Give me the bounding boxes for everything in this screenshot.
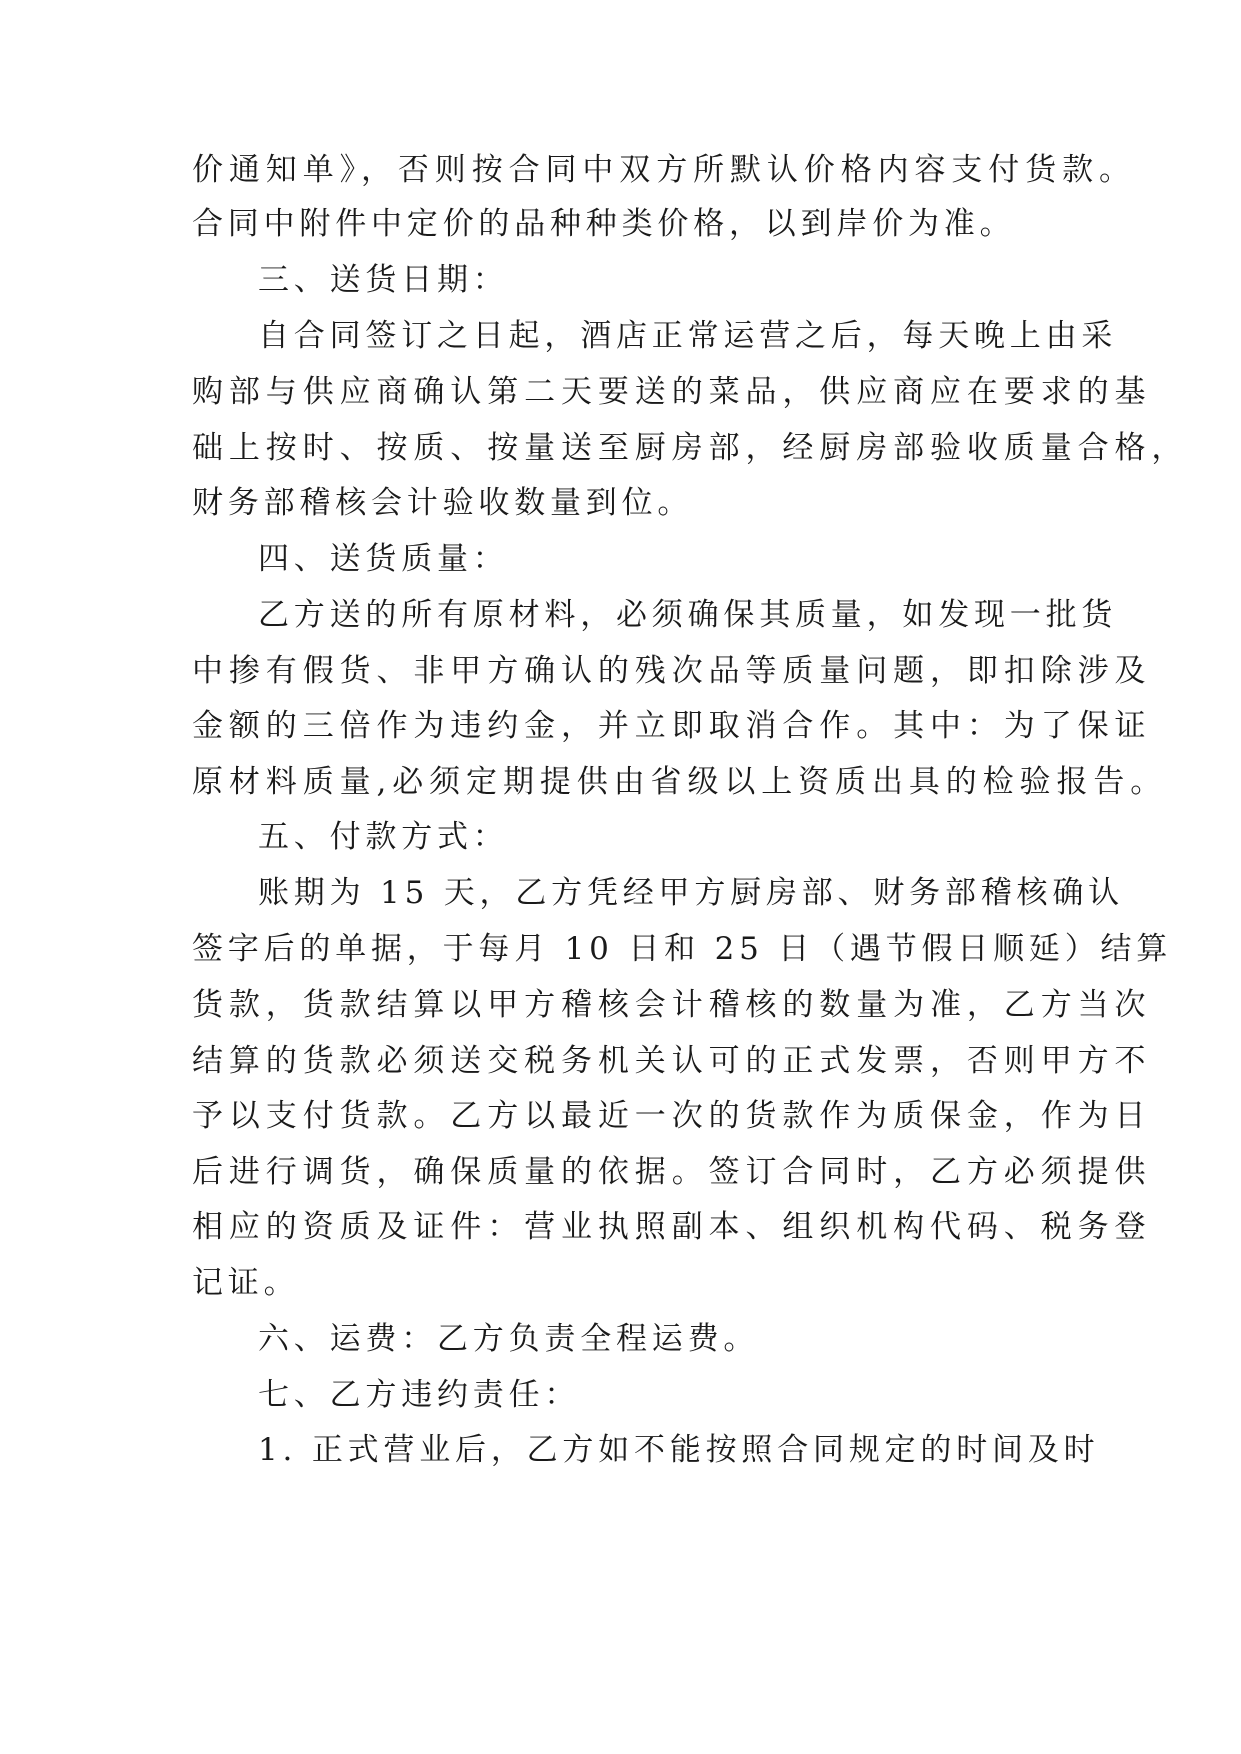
paragraph-line: 中掺有假货、非甲方确认的残次品等质量问题，即扣除涉及 — [192, 653, 1152, 689]
paragraph-line: 价通知单》，否则按合同中双方所默认价格内容支付货款。 — [192, 152, 1136, 188]
paragraph-line: 购部与供应商确认第二天要送的菜品，供应商应在要求的基 — [192, 374, 1152, 410]
paragraph-line: 结算的货款必须送交税务机关认可的正式发票，否则甲方不 — [192, 1043, 1152, 1079]
paragraph-line: 账期为 15 天，乙方凭经甲方厨房部、财务部稽核确认 — [258, 875, 1124, 911]
section-heading: 五、付款方式： — [258, 819, 509, 855]
list-item: 1. 正式营业后，乙方如不能按照合同规定的时间及时 — [258, 1432, 1100, 1468]
paragraph-line: 础上按时、按质、按量送至厨房部，经厨房部验收质量合格， — [192, 430, 1189, 466]
paragraph-line: 原材料质量,必须定期提供由省级以上资质出具的检验报告。 — [192, 764, 1168, 800]
section-heading: 六、运费：乙方负责全程运费。 — [258, 1321, 760, 1357]
paragraph-line: 记证。 — [192, 1265, 300, 1301]
paragraph-line: 金额的三倍作为违约金，并立即取消合作。其中：为了保证 — [192, 708, 1152, 744]
paragraph-line: 予以支付货款。乙方以最近一次的货款作为质保金，作为日 — [192, 1098, 1152, 1134]
paragraph-line: 自合同签订之日起，酒店正常运营之后，每天晚上由采 — [258, 318, 1118, 354]
paragraph-line: 财务部稽核会计验收数量到位。 — [192, 485, 694, 521]
section-heading: 三、送货日期： — [258, 262, 509, 298]
paragraph-line: 合同中附件中定价的品种种类价格，以到岸价为准。 — [192, 206, 1016, 242]
paragraph-line: 签字后的单据，于每月 10 日和 25 日（遇节假日顺延）结算 — [192, 931, 1173, 967]
paragraph-line: 后进行调货，确保质量的依据。签订合同时，乙方必须提供 — [192, 1154, 1152, 1190]
paragraph-line: 乙方送的所有原材料，必须确保其质量，如发现一批货 — [258, 597, 1118, 633]
paragraph-line: 相应的资质及证件：营业执照副本、组织机构代码、税务登 — [192, 1209, 1152, 1245]
section-heading: 七、乙方违约责任： — [258, 1377, 581, 1413]
section-heading: 四、送货质量： — [258, 541, 509, 577]
paragraph-line: 货款，货款结算以甲方稽核会计稽核的数量为准，乙方当次 — [192, 987, 1152, 1023]
